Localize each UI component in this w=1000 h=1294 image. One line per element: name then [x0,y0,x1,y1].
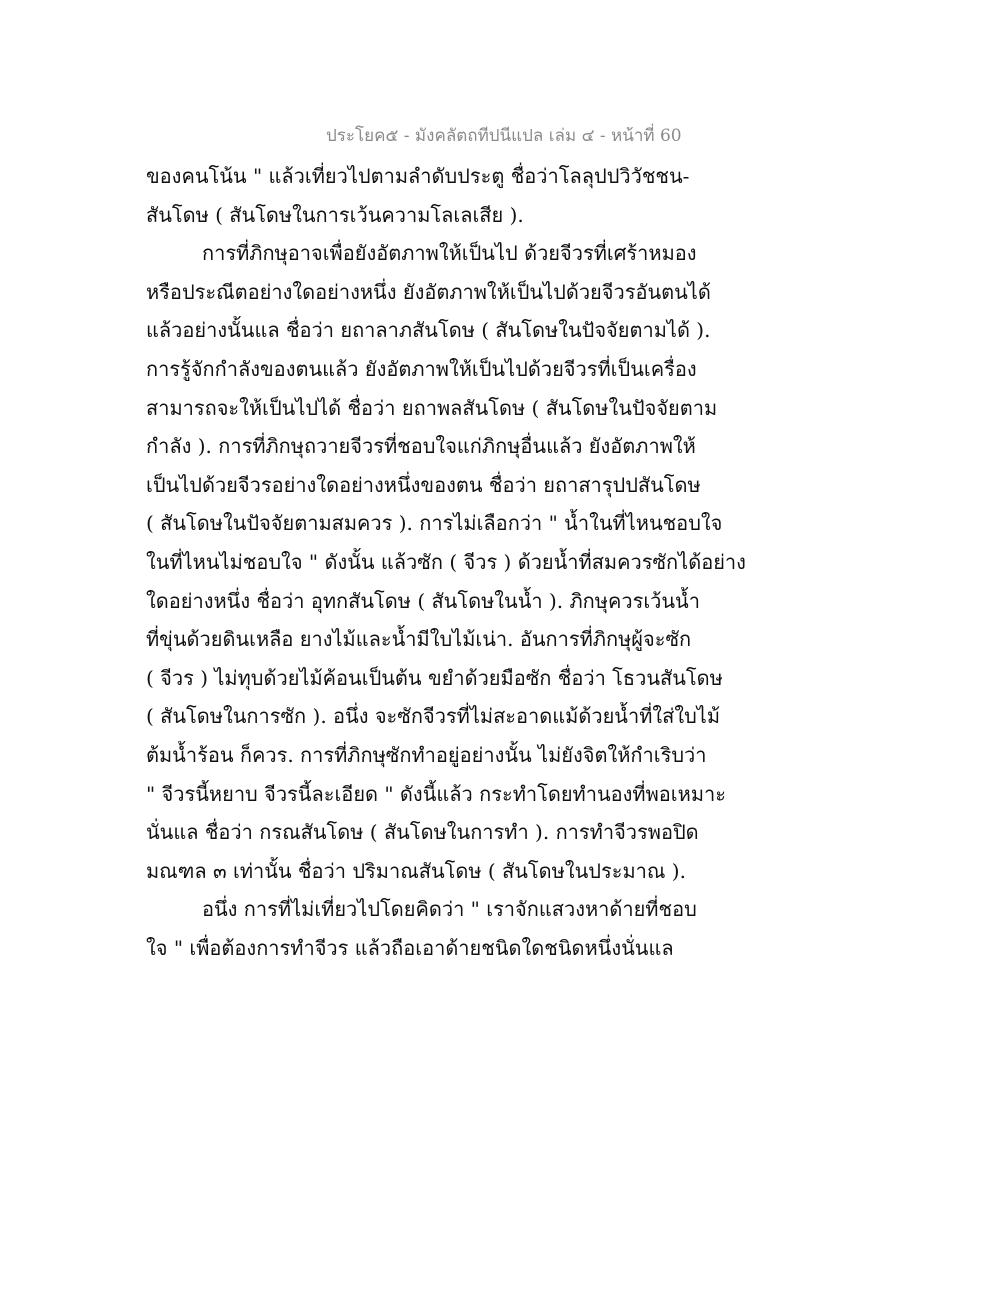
text-line: ที่ขุ่นด้วยดินเหลือ ยางไม้และน้ำมีใบไม้เน่า. อันการที่ภิกษุผู้จะซัก [146,627,692,652]
text-line: ในที่ไหนไม่ชอบใจ " ดังนั้น แล้วซัก ( จีวร ) ด้วยน้ำที่สมควรซักได้อย่าง [146,549,746,574]
text-line: นั่นแล ชื่อว่า กรณสันโดษ ( สันโดษในการทำ ). การทำจีวรพอปิด [146,820,699,845]
text-line-indented: อนึ่ง การที่ไม่เที่ยวไปโดยคิดว่า " เราจักแสวงหาด้ายที่ชอบ [202,897,697,922]
text-line: หรือประณีตอย่างใดอย่างหนึ่ง ยังอัตภาพให้เป็นไปด้วยจีวรอันตนได้ [146,279,711,304]
text-line: ต้มน้ำร้อน ก็ควร. การที่ภิกษุซักทำอยู่อย่างนั้น ไม่ยังจิตให้กำเริบว่า [146,742,707,767]
text-line: กำลัง ). การที่ภิกษุถวายจีวรที่ชอบใจแก่ภิกษุอื่นแล้ว ยังอัตภาพให้ [146,434,696,459]
text-line: ( สันโดษในปัจจัยตามสมควร ). การไม่เลือกว่า " น้ำในที่ไหนชอบใจ [146,511,723,536]
text-line: ของคนโน้น " แล้วเที่ยวไปตามลำดับประตู ชื่อว่าโลลุปปวิวัชชน- [146,164,690,188]
text-line: สันโดษ ( สันโดษในการเว้นความโลเลเสีย ). [146,202,524,227]
text-line: ใจ " เพื่อต้องการทำจีวร แล้วถือเอาด้ายชนิดใดชนิดหนึ่งนั่นแล [146,935,674,960]
text-line: สามารถจะให้เป็นไปได้ ชื่อว่า ยถาพลสันโดษ ( สันโดษในปัจจัยตาม [146,395,718,420]
text-line: " จีวรนี้หยาบ จีวรนี้ละเอียด " ดังนี้แล้ว กระทำโดยทำนองที่พอเหมาะ [146,781,726,806]
page-header: ประโยค๕ - มังคลัตถทีปนีแปล เล่ม ๔ - หน้าที่ 60 [326,126,682,146]
text-line-indented: การที่ภิกษุอาจเพื่อยังอัตภาพให้เป็นไป ด้วยจีวรที่เศร้าหมอง [202,241,697,266]
text-line: มณฑล ๓ เท่านั้น ชื่อว่า ปริมาณสันโดษ ( สันโดษในประมาณ ). [146,858,686,883]
text-line: ( สันโดษในการซัก ). อนึ่ง จะซักจีวรที่ไม่สะอาดแม้ด้วยน้ำที่ใส่ใบไม้ [146,704,721,729]
text-line: แล้วอย่างนั้นแล ชื่อว่า ยถาลาภสันโดษ ( สันโดษในปัจจัยตามได้ ). [146,318,711,343]
text-line: ( จีวร ) ไม่ทุบด้วยไม้ค้อนเป็นต้น ขยำด้วยมือซัก ชื่อว่า โธวนสันโดษ [146,665,723,690]
text-line: เป็นไปด้วยจีวรอย่างใดอย่างหนึ่งของตน ชื่อว่า ยถาสารุปปสันโดษ [146,472,701,497]
body-text [146,157,746,967]
text-line: การรู้จักกำลังของตนแล้ว ยังอัตภาพให้เป็นไปด้วยจีวรที่เป็นเครื่อง [146,356,697,381]
text-line: ใดอย่างหนึ่ง ชื่อว่า อุทกสันโดษ ( สันโดษในน้ำ ). ภิกษุควรเว้นน้ำ [146,588,700,613]
